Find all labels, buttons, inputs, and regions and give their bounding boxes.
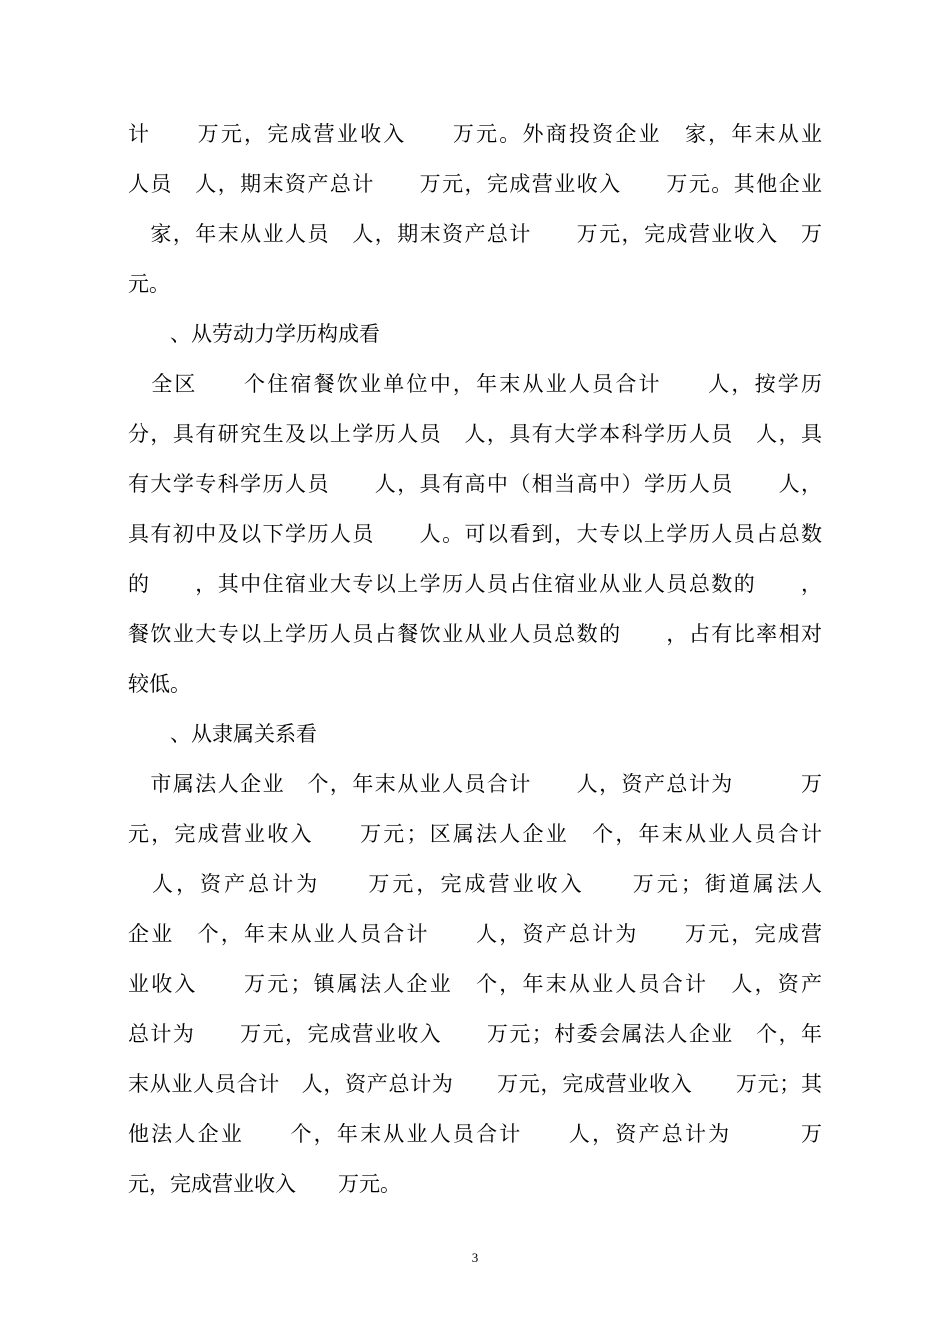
text-line: 他法人企业 个，年末从业人员合计 人，资产总计为 万	[128, 1122, 822, 1146]
text-line: 分，具有研究生及以上学历人员 人，具有大学本科学历人员 人，具	[128, 422, 822, 446]
text-line: 元。	[128, 272, 170, 296]
text-line: 计 万元，完成营业收入 万元。外商投资企业 家，年末从业	[128, 122, 822, 146]
text-line: 元，完成营业收入 万元；区属法人企业 个，年末从业人员合计	[128, 822, 822, 846]
text-line: 有大学专科学历人员 人，具有高中（相当高中）学历人员 人，	[128, 472, 822, 496]
text-line: 总计为 万元，完成营业收入 万元；村委会属法人企业 个，年	[128, 1022, 822, 1046]
text-line: 具有初中及以下学历人员 人。可以看到，大专以上学历人员占总数	[128, 522, 822, 546]
text-line: 餐饮业大专以上学历人员占餐饮业从业人员总数的 ，占有比率相对	[128, 622, 822, 646]
text-line: 市属法人企业 个，年末从业人员合计 人，资产总计为 万	[128, 772, 822, 796]
text-line: 人，资产总计为 万元，完成营业收入 万元；街道属法人	[128, 872, 822, 896]
text-line: 较低。	[128, 672, 191, 696]
text-line: 末从业人员合计 人，资产总计为 万元，完成营业收入 万元；其	[128, 1072, 822, 1096]
text-line: 企业 个，年末从业人员合计 人，资产总计为 万元，完成营	[128, 922, 822, 946]
text-line: 家，年末从业人员 人，期末资产总计 万元，完成营业收入 万	[128, 222, 822, 246]
text-line: 全区 个住宿餐饮业单位中，年末从业人员合计 人，按学历	[128, 372, 822, 396]
section-heading: 、从劳动力学历构成看	[128, 322, 380, 346]
text-line: 的 ，其中住宿业大专以上学历人员占住宿业从业人员总数的 ，	[128, 572, 822, 596]
section-heading: 、从隶属关系看	[128, 722, 317, 746]
page-number: 3	[471, 1250, 479, 1265]
text-line: 元，完成营业收入 万元。	[128, 1172, 401, 1196]
text-line: 业收入 万元；镇属法人企业 个，年末从业人员合计 人，资产	[128, 972, 822, 996]
text-line: 人员 人，期末资产总计 万元，完成营业收入 万元。其他企业	[128, 172, 822, 196]
